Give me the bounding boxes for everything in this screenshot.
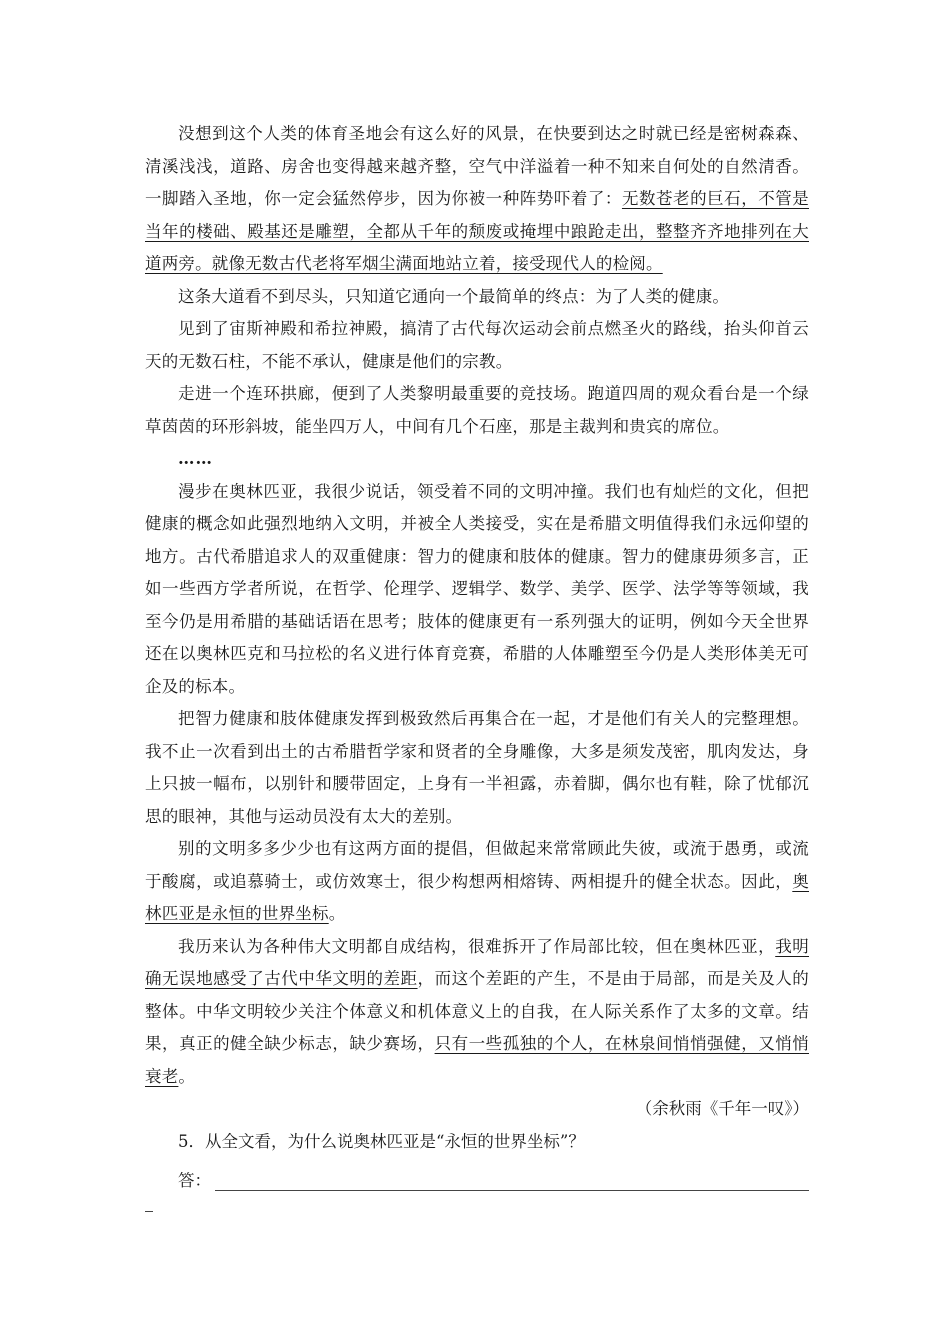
text-segment: 漫步在奥林匹亚，我很少说话，领受着不同的文明冲撞。我们也有灿烂的文化，但把健康的概念如此强烈地纳入文明，并被全人类接受，实在是希腊文明值得我们永远仰望的地方。古代希腊追求人的双重健康：智力的健康和肢体的健康。智力的健康毋须多言，正如一些西方学者所说，在哲学、伦理学、逻辑学、数学、美学、医学、法学等等领域，我至今仍是用希腊的基础话语在思考；肢体的健康更有一系列强大的证明，例如今天全世界还在以奥林匹克和马拉松的名义进行体育竞赛，希腊的人体雕塑至今仍是人类形体美无可企及的标本。 (145, 481, 809, 696)
paragraph (145, 931, 809, 1094)
document-page (145, 118, 809, 1212)
reading-passage-part-1 (145, 118, 809, 443)
text-segment: 见到了宙斯神殿和希拉神殿，搞清了古代每次运动会前点燃圣火的路线，抬头仰首云天的无数石柱，不能不承认，健康是他们的宗教。 (145, 319, 809, 371)
underlined-sentence: 只有一些孤独的个人，在林泉间悄悄强健，又悄悄衰老 (145, 1034, 809, 1086)
text-segment: 别的文明多多少少也有这两方面的提倡，但做起来常常顾此失彼，或流于愚勇，或流于酸腐，或追慕骑士，或仿效寒士，很少构想两相熔铸、两相提升的健全状态。因此， (145, 839, 809, 891)
paragraph (145, 281, 809, 314)
answer-label: 答： (178, 1170, 211, 1190)
answer-row (145, 1158, 809, 1191)
text-segment: 这条大道看不到尽头，只知道它通向一个最简单的终点：为了人类的健康。 (178, 286, 730, 306)
paragraph (145, 833, 809, 931)
paragraph (145, 703, 809, 833)
ellipsis: …… (178, 449, 213, 468)
answer-blank-line-continued[interactable] (145, 1191, 153, 1212)
paragraph (145, 476, 809, 704)
text-segment: 走进一个连环拱廊，便到了人类黎明最重要的竞技场。跑道四周的观众看台是一个绿草茵茵的环形斜坡，能坐四万人，中间有几个石座，那是主裁判和贵宾的席位。 (145, 384, 809, 436)
paragraph (145, 313, 809, 378)
paragraph (145, 118, 809, 281)
underlined-sentence: 无数苍老的巨石，不管是当年的楼础、殿基还是雕塑，全都从千年的颓废或掩埋中踉跄走出，整整齐齐地排列在大道两旁。就像无数古代老将军烟尘满面地站立着，接受现代人的检阅。 (145, 189, 809, 273)
underlined-sentence: 我明确无误地感受了古代中华文明的差距 (145, 936, 809, 988)
reading-passage-part-2 (145, 476, 809, 1094)
text-segment: 。 (178, 1066, 196, 1086)
question-5: 5．从全文看，为什么说奥林匹亚是“永恒的世界坐标”？ (178, 1131, 585, 1151)
text-segment: 没想到这个人类的体育圣地会有这么好的风景，在快要到达之时就已经是密树森森、清溪浅浅，道路、房舍也变得越来越齐整，空气中洋溢着一种不知来自何处的自然清香。一脚踏入圣地，你一定会猛然停步，因为你被一种阵势吓着了： (145, 124, 809, 208)
text-segment: 把智力健康和肢体健康发挥到极致然后再集合在一起，才是他们有关人的完整理想。我不止一次看到出土的古希腊哲学家和贤者的全身雕像，大多是须发茂密，肌肉发达，身上只披一幅布，以别针和腰带固定，上身有一半袒露，赤着脚，偶尔也有鞋，除了忧郁沉思的眼神，其他与运动员没有太大的差别。 (145, 709, 809, 826)
source-citation: （余秋雨《千年一叹》） (635, 1099, 809, 1118)
paragraph (145, 378, 809, 443)
text-segment: ，而这个差距的产生，不是由于局部，而是关及人的整体。中华文明较少关注个体意义和机体意义上的自我，在人际关系作了太多的文章。结果，真正的健全缺少标志，缺少赛场， (145, 969, 809, 1053)
underlined-sentence: 奥林匹亚是永恒的世界坐标 (145, 871, 809, 923)
answer-blank-line[interactable] (215, 1168, 809, 1191)
text-segment: 。 (328, 904, 346, 923)
text-segment: 我历来认为各种伟大文明都自成结构，很难拆开了作局部比较，但在奥林匹亚， (178, 936, 776, 956)
